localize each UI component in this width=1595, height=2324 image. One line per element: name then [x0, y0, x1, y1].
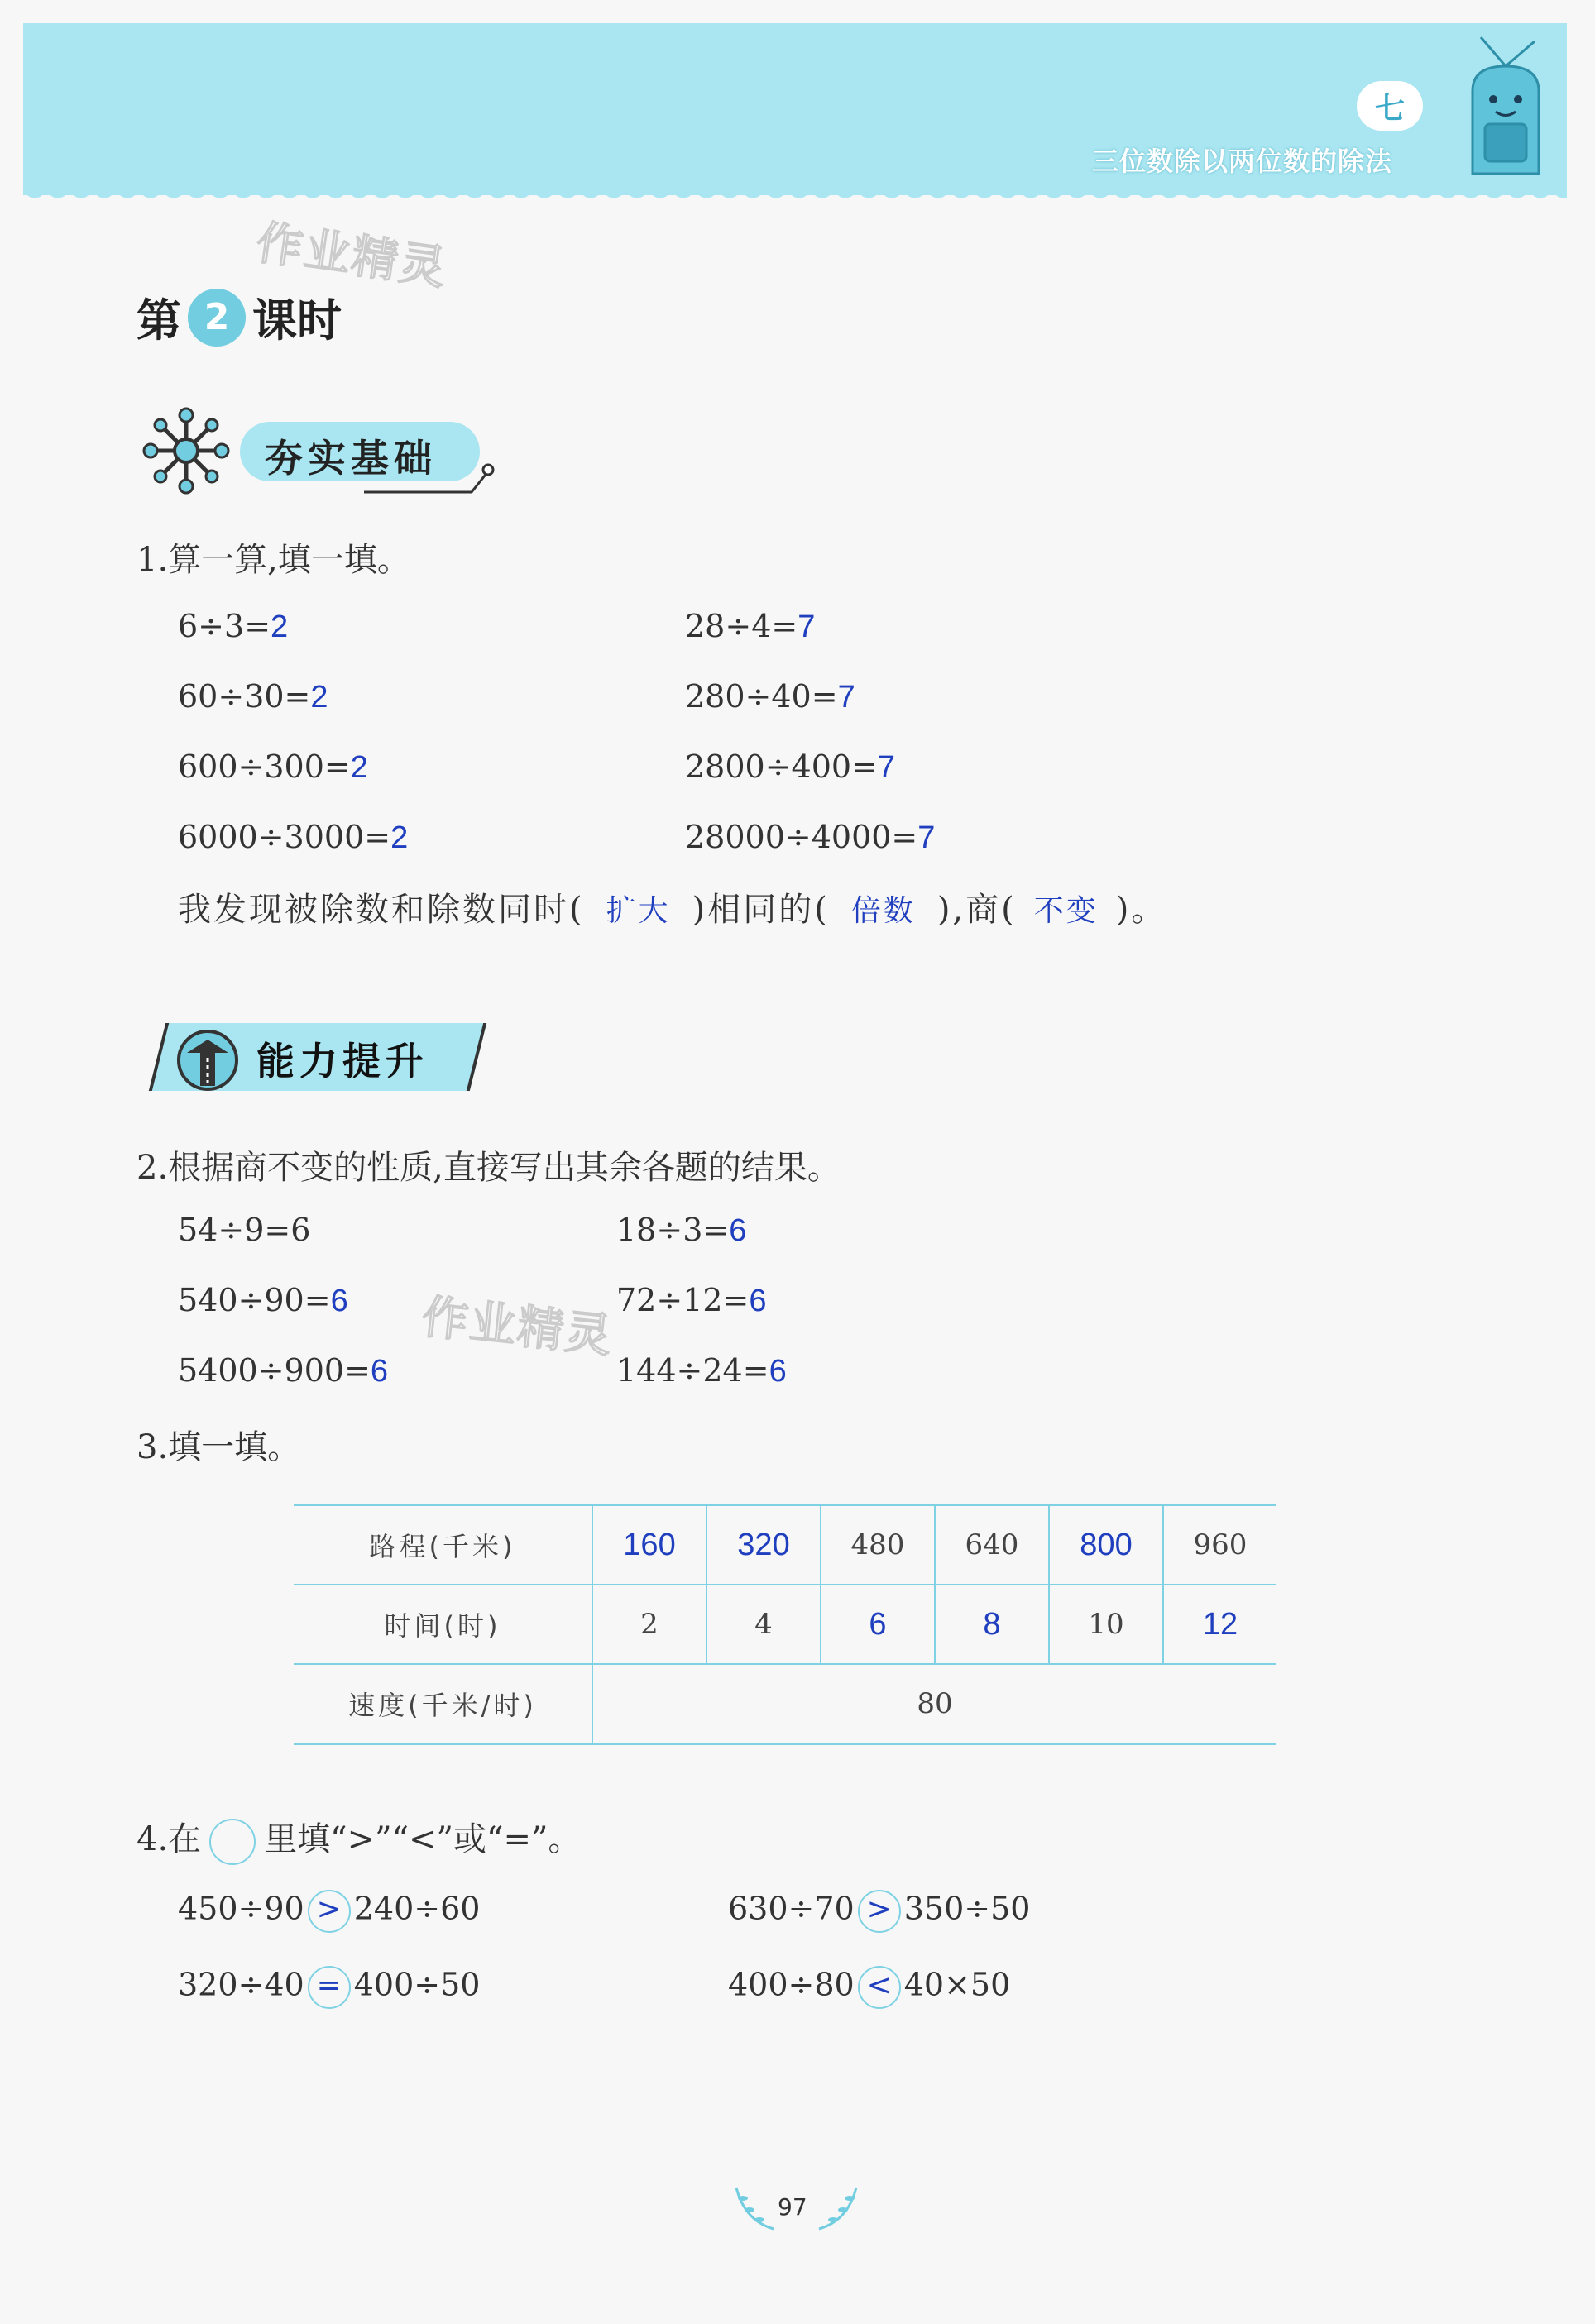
table-cell[interactable]: 12	[1163, 1585, 1276, 1664]
q1-equation: 6÷3=2	[178, 608, 289, 644]
table-cell: 4	[706, 1585, 821, 1664]
table-cell[interactable]: 320	[706, 1505, 821, 1585]
watermark: 作业精灵	[419, 1290, 616, 1364]
table-row	[294, 1585, 1276, 1664]
table-cell[interactable]: 8	[935, 1585, 1049, 1664]
q1-conclusion-sentence: 我发现被除数和除数同时( 扩大 )相同的( 倍数 ),商( 不变 )。	[178, 883, 1166, 930]
q1-answer: 7	[837, 680, 855, 715]
lesson-number: 2	[204, 296, 230, 338]
chapter-number-badge: 七	[1357, 81, 1423, 131]
q1-blank-1[interactable]: 扩大	[606, 894, 671, 928]
lesson-suffix: 课时	[252, 294, 342, 347]
row-label: 路程(千米)	[294, 1505, 592, 1585]
q4-comparison: 400÷80 < 40×50	[728, 1966, 1010, 2009]
q2-equation: 5400÷900=6	[178, 1352, 389, 1389]
q1-equation: 60÷30=2	[178, 678, 328, 715]
q4-symbol[interactable]: =	[308, 1966, 351, 2009]
q1-answer: 2	[310, 680, 328, 715]
q1-equation: 280÷40=7	[685, 678, 855, 715]
table-cell: 2	[592, 1585, 706, 1664]
q2-answer: 6	[729, 1213, 747, 1248]
q1-answer: 7	[917, 820, 936, 855]
q1-blank-3[interactable]: 不变	[1033, 894, 1099, 928]
section-basics-label: 夯实基础	[265, 436, 437, 481]
section-basics-header	[141, 405, 505, 496]
table-cell[interactable]: 800	[1049, 1505, 1163, 1585]
q1-answer: 2	[271, 610, 289, 644]
q1-equation: 28000÷4000=7	[685, 819, 936, 855]
connector-line-icon	[364, 447, 496, 496]
q4-comparison: 450÷90 > 240÷60	[178, 1890, 480, 1933]
row-label: 速度(千米/时)	[294, 1664, 592, 1744]
lesson-number-ribbon-icon	[188, 289, 246, 347]
q2-equation: 540÷90=6	[178, 1282, 348, 1318]
question-4-title: 4.在 里填“>”“<”或“=”。	[137, 1813, 581, 1865]
page-number: 97	[778, 2193, 807, 2221]
q1-equation: 28÷4=7	[685, 608, 816, 644]
q4-symbol[interactable]: <	[858, 1966, 901, 2009]
q2-equation: 144÷24=6	[616, 1352, 787, 1389]
section-advance-label: 能力提升	[256, 1039, 429, 1083]
chapter-title: 三位数除以两位数的除法	[1092, 146, 1393, 177]
q2-equation: 72÷12=6	[616, 1282, 767, 1318]
lesson-heading	[137, 285, 342, 349]
table-cell: 480	[821, 1505, 935, 1585]
q2-answer: 6	[749, 1284, 767, 1318]
laurel-left-icon	[728, 2183, 778, 2233]
table-cell: 960	[1163, 1505, 1276, 1585]
network-nodes-icon	[141, 405, 232, 496]
q1-answer: 2	[350, 750, 368, 785]
blank-circle-icon	[209, 1819, 256, 1865]
q1-blank-2[interactable]: 倍数	[850, 894, 916, 928]
road-shield-icon	[175, 1028, 240, 1093]
question-1-title: 1.算一算,填一填。	[137, 541, 410, 579]
q2-answer: 6	[769, 1354, 787, 1389]
table-row	[294, 1664, 1276, 1744]
header-scallop-border	[23, 187, 1567, 210]
speed-table	[294, 1504, 1276, 1745]
backpack-illustration-icon	[1456, 33, 1555, 182]
table-cell[interactable]: 160	[592, 1505, 706, 1585]
question-3-title: 3.填一填。	[137, 1428, 301, 1466]
watermark: 作业精灵	[252, 216, 451, 296]
q4-comparison: 320÷40 = 400÷50	[178, 1966, 480, 2009]
q1-answer: 7	[877, 750, 896, 785]
table-cell: 640	[935, 1505, 1049, 1585]
q2-equation: 54÷9=6	[178, 1212, 311, 1248]
table-cell-merged: 80	[592, 1664, 1276, 1744]
lesson-prefix: 第	[137, 294, 181, 347]
table-cell[interactable]: 6	[821, 1585, 935, 1664]
q4-comparison: 630÷70 > 350÷50	[728, 1890, 1030, 1933]
table-row	[294, 1505, 1276, 1585]
section-advance-header	[141, 1013, 488, 1104]
table-cell: 10	[1049, 1585, 1163, 1664]
q2-equation: 18÷3=6	[616, 1212, 747, 1248]
q4-symbol[interactable]: >	[308, 1890, 351, 1933]
laurel-right-icon	[815, 2183, 865, 2233]
q1-equation: 600÷300=2	[178, 748, 368, 785]
q1-answer: 2	[390, 820, 409, 855]
q1-equation: 6000÷3000=2	[178, 819, 409, 855]
q1-equation: 2800÷400=7	[685, 748, 896, 785]
q2-answer: 6	[330, 1284, 348, 1318]
q4-symbol[interactable]: >	[858, 1890, 901, 1933]
row-label: 时间(时)	[294, 1585, 592, 1664]
q1-answer: 7	[798, 610, 816, 644]
q2-answer: 6	[370, 1354, 389, 1389]
question-2-title: 2.根据商不变的性质,直接写出其余各题的结果。	[137, 1149, 841, 1187]
